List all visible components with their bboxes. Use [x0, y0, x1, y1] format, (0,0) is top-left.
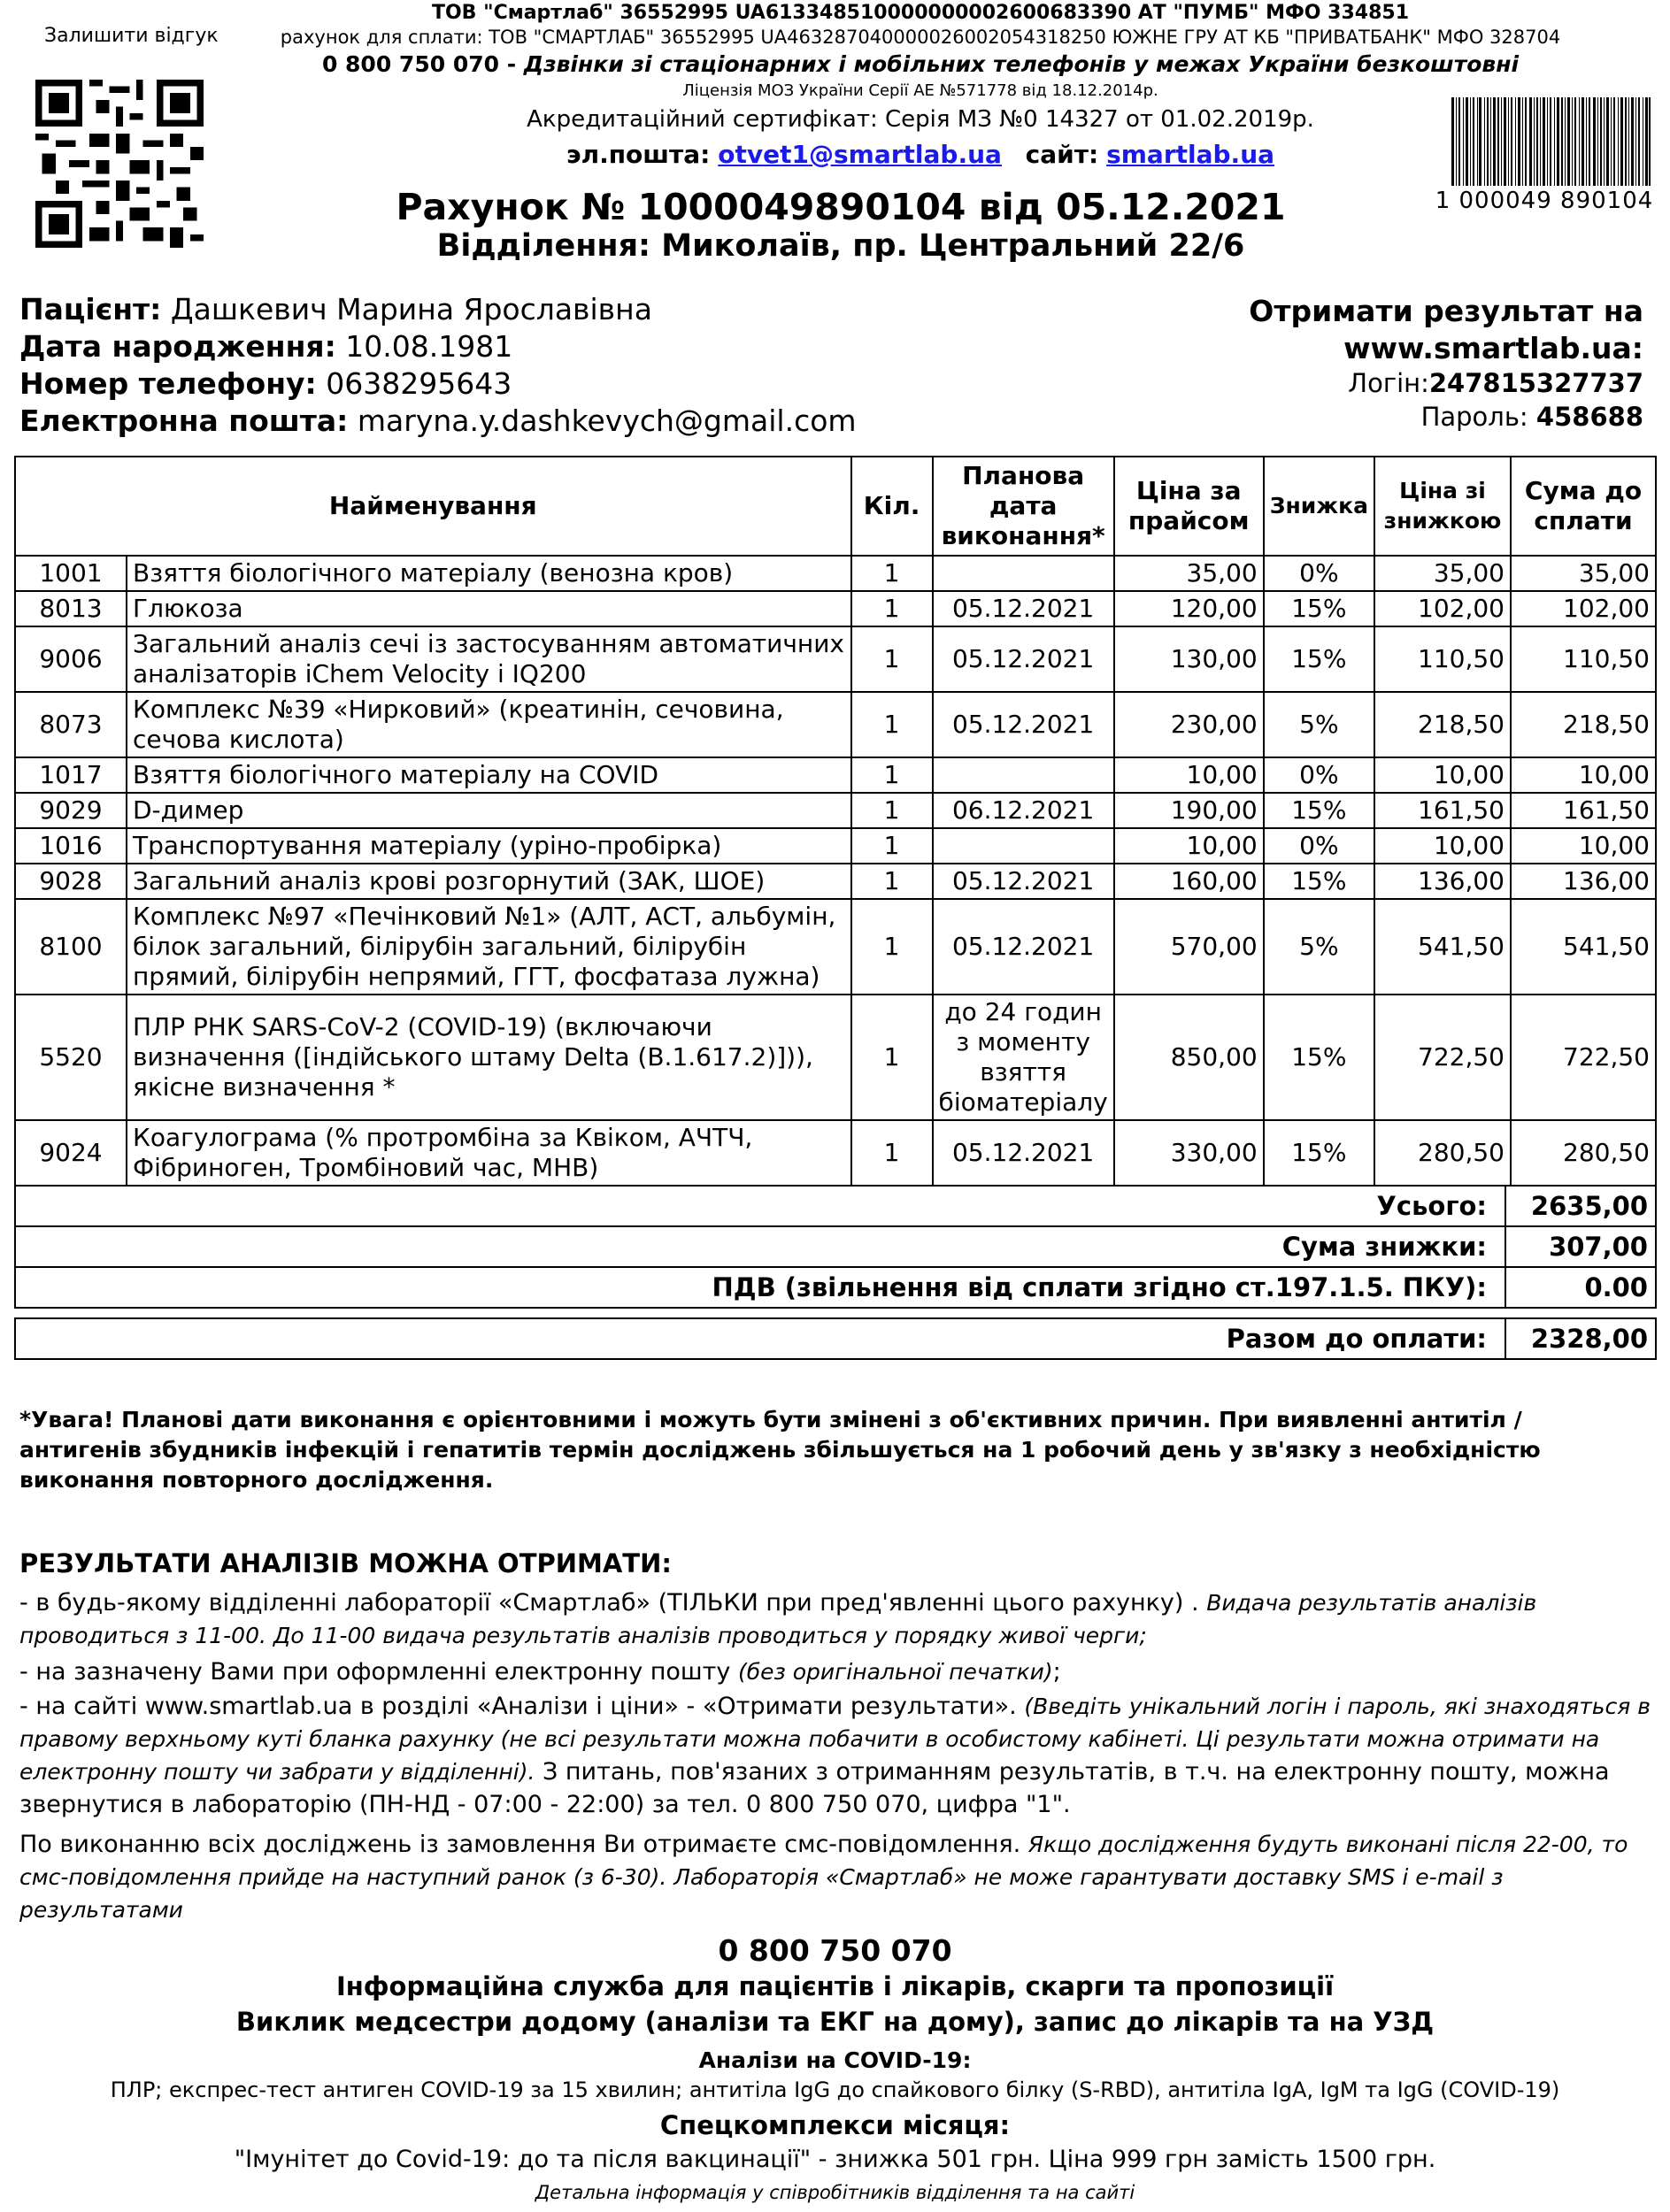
item-code: 1001 — [15, 556, 127, 591]
pay-value: 2328,00 — [1505, 1319, 1655, 1358]
invoice-title: Рахунок № 1000049890104 від 05.12.2021 — [396, 186, 1286, 228]
results-p2-end: ; — [1052, 1658, 1061, 1686]
item-price: 120,00 — [1114, 591, 1264, 626]
email-label: эл.пошта: — [566, 140, 711, 169]
footer-special-title: Спецкомплекси місяця: — [659, 2110, 1011, 2140]
item-total: 136,00 — [1511, 864, 1656, 899]
item-name: ПЛР РНК SARS-CoV-2 (COVID-19) (включаючи визначення ([індійського штаму Delta (B.1.617.2)])), якісне визначення * — [127, 995, 851, 1120]
item-name: Транспортування матеріалу (уріно-пробірка) — [127, 828, 851, 864]
table-row — [15, 899, 1656, 995]
table-row — [15, 626, 1656, 692]
item-discount: 5% — [1264, 899, 1374, 995]
item-price: 35,00 — [1114, 556, 1264, 591]
item-discounted-price: 35,00 — [1374, 556, 1511, 591]
table-row — [15, 556, 1656, 591]
item-discounted-price: 161,50 — [1374, 793, 1511, 828]
item-discounted-price: 280,50 — [1374, 1120, 1511, 1186]
item-total: 10,00 — [1511, 828, 1656, 864]
item-date: 05.12.2021 — [933, 692, 1114, 757]
item-qty: 1 — [851, 757, 933, 793]
patient-dob-line — [19, 329, 512, 364]
item-discount: 0% — [1264, 757, 1374, 793]
item-price: 10,00 — [1114, 828, 1264, 864]
total-label: Усього: — [1376, 1191, 1487, 1221]
header-discount: Знижка — [1264, 457, 1374, 556]
table-row — [15, 828, 1656, 864]
login-value: 247815327737 — [1428, 368, 1643, 398]
patient-dob: 10.08.1981 — [345, 329, 513, 364]
barcode-icon — [1451, 97, 1651, 186]
item-qty: 1 — [851, 556, 933, 591]
footer-covid-text: ПЛР; експрес-тест антиген COVID-19 за 15 хвилин; антитіла IgG до спайкового білку (S-RBD), антитіла IgA, IgM та IgG (COVID-19) — [110, 2078, 1560, 2102]
patient-email-line — [19, 403, 857, 438]
item-price: 850,00 — [1114, 995, 1264, 1120]
results-p3-end: З питань, пов'язаних з отриманням результатів, в т.ч. на електронну пошту, можна звернутися в лабораторію (ПН-НД - 07:00 - 22:00) за тел. 0 800 750 070, цифра "1". — [19, 1758, 1610, 1818]
footer-phone: 0 800 750 070 — [718, 1933, 952, 1968]
total-row — [14, 1185, 1657, 1227]
item-name: Коагулограма (% протромбіна за Квіком, АЧТЧ, Фібриноген, Тромбіновий час, МНВ) — [127, 1120, 851, 1186]
item-code: 1016 — [15, 828, 127, 864]
header-name: Найменування — [15, 457, 851, 556]
get-result-heading: Отримати результат на — [1249, 294, 1643, 328]
item-name: Глюкоза — [127, 591, 851, 626]
item-price: 570,00 — [1114, 899, 1264, 995]
item-name: Загальний аналіз сечі із застосуванням автоматичних аналізаторів iChem Velocity і IQ200 — [127, 626, 851, 692]
header-total: Сума до сплати — [1511, 457, 1656, 556]
results-p4-italic: Якщо дослідження будуть виконані після 22-00, то смс-повідомлення прийде на наступний ранок (з 6-30). Лабораторія «Смартлаб» не може гарантувати доставку SMS і e-mail з результатами — [19, 1832, 1628, 1923]
item-discounted-price: 218,50 — [1374, 692, 1511, 757]
header-price: Ціна за прайсом — [1114, 457, 1264, 556]
accreditation-line: Акредитаційний сертифікат: Серія МЗ №0 14327 от 01.02.2019р. — [527, 106, 1314, 133]
item-discount: 15% — [1264, 1120, 1374, 1186]
license-line: Ліцензія МОЗ України Серії АЕ №571778 від 18.12.2014р. — [682, 81, 1158, 100]
vat-value: 0.00 — [1505, 1268, 1655, 1307]
hotline-line — [212, 51, 1628, 77]
table-row — [15, 1120, 1656, 1186]
total-value: 2635,00 — [1505, 1187, 1655, 1225]
item-code: 9028 — [15, 864, 127, 899]
results-p1-italic: Видача результатів аналізів проводиться з 11-00. До 11-00 видача результатів аналізів проводиться у порядку живої черги; — [19, 1590, 1537, 1648]
pay-row — [14, 1317, 1657, 1360]
footer-details: Детальна інформація у співробітників відділення та на сайті — [535, 2182, 1135, 2203]
discount-label: Сума знижки: — [1281, 1232, 1487, 1262]
footer-covid-title: Аналізи на COVID-19: — [698, 2047, 972, 2073]
warning-note: *Увага! Планові дати виконання є орієнтовними і можуть бути змінені з об'єктивних причин. При виявленні антитіл / антигенів збудників інфекцій і гепатитів термін досліджень збільшується на 1 робочий день у зв'язку з необхідністю виконання повторного дослідження. — [19, 1407, 1541, 1493]
item-name: D-димер — [127, 793, 851, 828]
item-total: 722,50 — [1511, 995, 1656, 1120]
item-code: 9024 — [15, 1120, 127, 1186]
branch-address: Відділення: Миколаїв, пр. Центральний 22/6 — [436, 228, 1245, 264]
item-price: 130,00 — [1114, 626, 1264, 692]
item-price: 190,00 — [1114, 793, 1264, 828]
item-discount: 5% — [1264, 692, 1374, 757]
discount-row — [14, 1225, 1657, 1268]
item-total: 102,00 — [1511, 591, 1656, 626]
results-paragraph-3 — [19, 1690, 1657, 1821]
item-qty: 1 — [851, 626, 933, 692]
item-date: 05.12.2021 — [933, 626, 1114, 692]
patient-phone-label: Номер телефону: — [19, 366, 317, 401]
patient-name: Дашкевич Марина Ярославівна — [170, 292, 652, 326]
footer-special-text: "Імунітет до Covid-19: до та після вакцинації" - знижка 501 грн. Ціна 999 грн замість 1500 грн. — [234, 2146, 1436, 2173]
invoice-table — [14, 456, 1657, 1187]
password-line — [1421, 402, 1643, 432]
site-label: сайт: — [1025, 140, 1099, 169]
results-p4-text: По виконанню всіх досліджень із замовлення Ви отримаєте смс-повідомлення. — [19, 1831, 1021, 1858]
item-qty: 1 — [851, 793, 933, 828]
table-row — [15, 995, 1656, 1120]
item-discount: 15% — [1264, 995, 1374, 1120]
patient-name-label: Пацієнт: — [19, 292, 162, 326]
password-label: Пароль: — [1420, 402, 1528, 432]
patient-phone-line — [19, 366, 512, 401]
item-discounted-price: 102,00 — [1374, 591, 1511, 626]
item-discount: 15% — [1264, 626, 1374, 692]
results-paragraph-2 — [19, 1655, 1657, 1688]
leave-review-label: Залишити відгук — [44, 25, 219, 47]
item-qty: 1 — [851, 828, 933, 864]
email-link[interactable]: otvet1@smartlab.ua — [718, 140, 1002, 169]
item-code: 8073 — [15, 692, 127, 757]
footer-nurse-line: Виклик медсестри додому (аналізи та ЕКГ на дому), запис до лікарів та на УЗД — [235, 2007, 1435, 2037]
item-name: Взяття біологічного матеріалу (венозна кров) — [127, 556, 851, 591]
item-discount: 15% — [1264, 793, 1374, 828]
item-qty: 1 — [851, 692, 933, 757]
results-p3-italic: (Введіть унікальний логін і пароль, які знаходяться в правому верхньому куті бланка рахунку (не всі результати можна побачити в особистому кабінеті. Ці результати можна отримати на електронну пошту чи забрати у відділенні). — [19, 1694, 1651, 1785]
item-discount: 0% — [1264, 556, 1374, 591]
header-discounted-price: Ціна зі знижкою — [1374, 457, 1511, 556]
hotline-phone: 0 800 750 070 - — [321, 51, 517, 77]
item-name: Комплекс №97 «Печінковий №1» (АЛТ, АСТ, альбумін, білок загальний, білірубін загальний, білірубін прямий, білірубін непрямий, ГГТ, фосфатаза лужна) — [127, 899, 851, 995]
item-discounted-price: 110,50 — [1374, 626, 1511, 692]
item-total: 10,00 — [1511, 757, 1656, 793]
item-code: 1017 — [15, 757, 127, 793]
patient-email-label: Електронна пошта: — [19, 403, 349, 438]
item-date: 05.12.2021 — [933, 899, 1114, 995]
item-price: 10,00 — [1114, 757, 1264, 793]
item-date: 05.12.2021 — [933, 1120, 1114, 1186]
login-line — [1348, 368, 1643, 398]
item-discount: 15% — [1264, 591, 1374, 626]
item-code: 8100 — [15, 899, 127, 995]
item-date — [933, 556, 1114, 591]
table-row — [15, 793, 1656, 828]
hotline-description: Дзвінки зі стаціонарних і мобільних телефонів у межах України безкоштовні — [523, 51, 1520, 77]
qr-code-icon[interactable] — [35, 80, 204, 248]
item-qty: 1 — [851, 864, 933, 899]
table-row — [15, 692, 1656, 757]
vat-label: ПДВ (звільнення від сплати згідно ст.197.1.5. ПКУ): — [712, 1272, 1487, 1302]
item-code: 5520 — [15, 995, 127, 1120]
header-date: Планова дата виконання* — [933, 457, 1114, 556]
item-name: Загальний аналіз крові розгорнутий (ЗАК, ШОЕ) — [127, 864, 851, 899]
item-qty: 1 — [851, 1120, 933, 1186]
results-p2-italic: (без оригінальної печатки) — [737, 1659, 1053, 1685]
barcode-number: 1 000049 890104 — [1435, 188, 1654, 214]
site-link[interactable]: smartlab.ua — [1106, 140, 1275, 169]
header-qty: Кіл. — [851, 457, 933, 556]
footer-info-line: Інформаційна служба для пацієнтів і лікарів, скарги та пропозиції — [335, 1971, 1335, 2001]
patient-email: maryna.y.dashkevych@gmail.com — [357, 403, 857, 438]
results-paragraph-1 — [19, 1586, 1657, 1652]
item-discount: 0% — [1264, 828, 1374, 864]
item-discounted-price: 10,00 — [1374, 828, 1511, 864]
results-p3-text: - на сайті www.smartlab.ua в розділі «Аналізи і ціни» - «Отримати результати». — [19, 1693, 1017, 1720]
table-row — [15, 864, 1656, 899]
item-discounted-price: 722,50 — [1374, 995, 1511, 1120]
item-price: 160,00 — [1114, 864, 1264, 899]
login-label: Логін: — [1348, 368, 1429, 398]
company-details: ТОВ "Смартлаб" 36552995 UA613348510000000002600683390 АТ "ПУМБ" МФО 334851 — [431, 2, 1410, 24]
results-p1-text: - в будь-якому відділенні лабораторії «Смартлаб» (ТІЛЬКИ при пред'явленні цього рахунку) . — [19, 1589, 1199, 1617]
item-date: 05.12.2021 — [933, 591, 1114, 626]
results-paragraph-4 — [19, 1828, 1657, 1926]
item-discounted-price: 10,00 — [1374, 757, 1511, 793]
item-total: 35,00 — [1511, 556, 1656, 591]
item-date: 06.12.2021 — [933, 793, 1114, 828]
vat-row — [14, 1266, 1657, 1309]
item-price: 230,00 — [1114, 692, 1264, 757]
patient-dob-label: Дата народження: — [19, 329, 336, 364]
table-row — [15, 591, 1656, 626]
item-code: 9006 — [15, 626, 127, 692]
pay-label: Разом до оплати: — [1226, 1324, 1487, 1354]
item-code: 9029 — [15, 793, 127, 828]
results-title: РЕЗУЛЬТАТИ АНАЛІЗІВ МОЖНА ОТРИМАТИ: — [19, 1548, 672, 1578]
item-code: 8013 — [15, 591, 127, 626]
patient-phone: 0638295643 — [326, 366, 512, 401]
item-date: до 24 годин з моменту взяття біоматеріалу — [933, 995, 1114, 1120]
item-total: 218,50 — [1511, 692, 1656, 757]
get-result-site: www.smartlab.ua: — [1343, 331, 1643, 365]
item-qty: 1 — [851, 995, 933, 1120]
results-p2-text: - на зазначену Вами при оформленні електронну пошту — [19, 1658, 731, 1686]
item-total: 541,50 — [1511, 899, 1656, 995]
password-value: 458688 — [1535, 402, 1643, 432]
discount-value: 307,00 — [1505, 1227, 1655, 1266]
item-discount: 15% — [1264, 864, 1374, 899]
item-total: 280,50 — [1511, 1120, 1656, 1186]
item-discounted-price: 541,50 — [1374, 899, 1511, 995]
item-qty: 1 — [851, 899, 933, 995]
item-date — [933, 828, 1114, 864]
item-total: 161,50 — [1511, 793, 1656, 828]
item-date: 05.12.2021 — [933, 864, 1114, 899]
patient-name-line — [19, 292, 652, 326]
table-row — [15, 757, 1656, 793]
payment-account: рахунок для сплати: ТОВ "СМАРТЛАБ" 36552995 UA463287040000026002054318250 ЮЖНЕ ГРУ АТ КБ "ПРИВАТБАНК" МФО 328704 — [280, 27, 1561, 48]
item-price: 330,00 — [1114, 1120, 1264, 1186]
contacts-line — [212, 140, 1628, 169]
item-discounted-price: 136,00 — [1374, 864, 1511, 899]
item-total: 110,50 — [1511, 626, 1656, 692]
item-qty: 1 — [851, 591, 933, 626]
item-date — [933, 757, 1114, 793]
item-name: Комплекс №39 «Нирковий» (креатинін, сечовина, сечова кислота) — [127, 692, 851, 757]
item-name: Взяття біологічного матеріалу на COVID — [127, 757, 851, 793]
